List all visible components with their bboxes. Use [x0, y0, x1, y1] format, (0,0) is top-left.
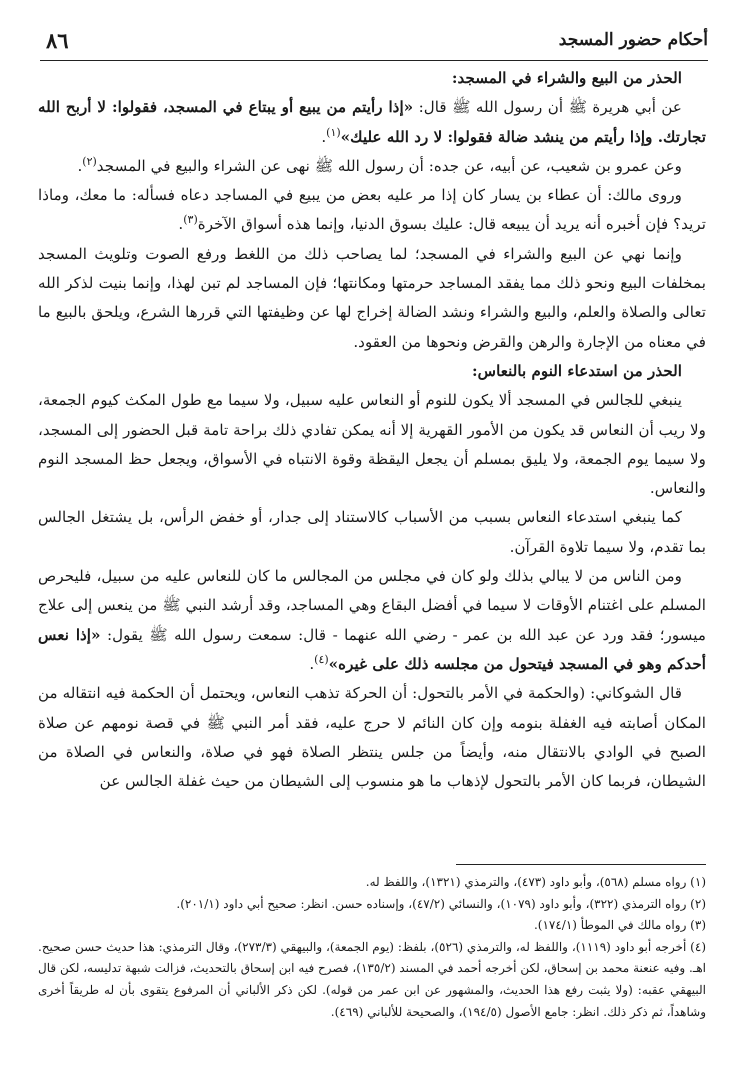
footnote-ref: (٢): [82, 154, 97, 168]
footnote: (١) رواه مسلم (٥٦٨)، وأبو داود (٤٧٣)، والترمذي (١٣٢١)، واللفظ له.: [365, 875, 706, 889]
footnote-separator: [456, 864, 706, 865]
section-heading-drowsiness: الحذر من استدعاء النوم بالنعاس:: [472, 361, 682, 380]
paragraph: [38, 93, 706, 152]
page-number: ٨٦: [46, 28, 69, 53]
text-span: .: [178, 215, 184, 234]
footnotes: [38, 872, 706, 1023]
footnote: (٤) أخرجه أبو داود (١١١٩)، واللفظ له، والترمذي (٥٢٦)، بلفظ: (يوم الجمعة)، والبيهقي (٢٧٣/٣)، وقال الترمذي: هذا حديث حسن صحيح. اهـ. وفيه عنعنة محمد بن إسحاق، لكن أخرجه أحمد في المسند (١٣٥/٢)، فصرح فيه ابن إسحاق بالتحديث، فزالت شبهة تدليسه، لكن قال البيهقي عقبه: (ولا يثبت رفع هذا الحديث، والمشهور عن ابن عمر من قوله). لكن ذكر الألباني أن المرفوع يتقوى بأن له طريقاً أخرى وشاهداً، ثم ذكر ذلك. انظر: جامع الأصول (١٩٤/٥)، والصحيحة للألباني (٤٦٩).: [38, 939, 707, 1019]
footnote-ref: (٣): [183, 213, 198, 227]
hadith-quote: «إذا رأيتم من يبيع أو يبتاع في المسجد، فقولوا: لا أربح الله تجارتك. وإذا رأيتم من ينشد ضالة فقولوا: لا رد الله عليك»: [38, 98, 706, 146]
page-header: [40, 28, 708, 61]
section-heading-selling: الحذر من البيع والشراء في المسجد:: [451, 69, 682, 87]
main-text: [38, 64, 706, 796]
text-span: وروى مالك: أن عطاء بن يسار كان إذا مر عليه بعض من يبيع في المساجد دعاه فسأله: ما معك، وماذا تريد؟ فإن أخبره أنه يريد أن يبيعه قال: عليك بسوق الدنيا، وإنما هذه أسواق الآخرة: [38, 186, 706, 234]
text-span: وعن عمرو بن شعيب، عن أبيه، عن جده: أن رسول الله ﷺ نهى عن الشراء والبيع في المسجد: [96, 156, 682, 175]
footnote: (٣) رواه مالك في الموطأ (١٧٤/١).: [533, 918, 706, 933]
footnote-ref: (٤): [314, 652, 329, 666]
paragraph: [38, 181, 706, 240]
text-span: عن أبي هريرة ﷺ أن رسول الله ﷺ قال:: [413, 98, 682, 117]
paragraph: ينبغي للجالس في المسجد ألا يكون للنوم أو النعاس عليه سبيل، ولا سيما مع طول المكث كيوم الجمعة، ولا ريب أن النعاس قد يكون من الأمور القهرية إلا أنه يمكن تفادي ذلك براحة تامة قبل الحضور إلى المسجد، ولا سيما يوم الجمعة، ولا يليق بمسلم أن يجعل اليقظة وقوة الانتباه في الأسواق، ويجعل حظ المسجد النوم والنعاس.: [38, 391, 706, 498]
paragraph: [38, 562, 706, 679]
paragraph: وإنما نهي عن البيع والشراء في المسجد؛ لما يصاحب ذلك من اللغط ورفع الصوت وتلويث المسجد بمخلفات البيع ونحو ذلك مما يفقد المساجد حرمتها ومكانتها؛ فإن المساجد لم تبن لهذا، وإنما بنيت لذكر الله تعالى والصلاة والعلم، والبيع والشراء ونشد الضالة إخراج لها عن وظيفتها التي قررها الشرع، ويلحق بالبيع ما في معناه من الإجارة والرهن والقرض ونحوها من العقود.: [38, 244, 706, 351]
paragraph: كما ينبغي استدعاء النعاس بسبب من الأسباب كالاستناد إلى جدار، أو خفض الرأس، بل يشتغل الجالس بما تقدم، ولا سيما تلاوة القرآن.: [38, 508, 706, 556]
paragraph: [38, 152, 706, 181]
text-span: .: [321, 127, 327, 146]
text-span: .: [77, 156, 83, 175]
footnote: (٢) رواه الترمذي (٣٢٢)، وأبو داود (١٠٧٩)، والنسائي (٤٧/٢)، وإسناده حسن. انظر: صحيح أبي داود (٢٠١/١).: [176, 896, 706, 911]
footnote-ref: (١): [326, 125, 341, 139]
text-span: ومن الناس من لا يبالي بذلك ولو كان في مجلس من المجالس ما كان للنعاس عليه من سبيل، فليحرص المسلم على اغتنام الأوقات لا سيما في أفضل البقاع وهي المساجد، وقد أرشد النبي ﷺ من ينعس إلى علاج ميسور؛ فقد ورد عن عبد الله بن عمر - رضي الله عنهما - قال: سمعت رسول الله ﷺ يقول:: [38, 567, 706, 644]
running-title: أحكام حضور المسجد: [558, 30, 708, 50]
text-span: .: [309, 654, 315, 673]
hadith-quote: «إذا نعس أحدكم وهو في المسجد فيتحول من مجلسه ذلك على غيره»: [38, 625, 706, 673]
paragraph: قال الشوكاني: (والحكمة في الأمر بالتحول: أن الحركة تذهب النعاس، ويحتمل أن الحكمة فيه انتقاله من المكان أصابته فيه الغفلة بنومه وإن كان النائم لا حرج عليه، فقد أمر النبي ﷺ في قصة نومهم عن صلاة الصبح في الوادي بالانتقال منه، وأيضاً من جلس ينتظر الصلاة فهو في صلاة، والنعاس في الصلاة من الشيطان، فربما كان الأمر بالتحول لإذهاب ما هو منسوب إلى الشيطان من حيث غفلة الجالس عن: [38, 684, 706, 791]
